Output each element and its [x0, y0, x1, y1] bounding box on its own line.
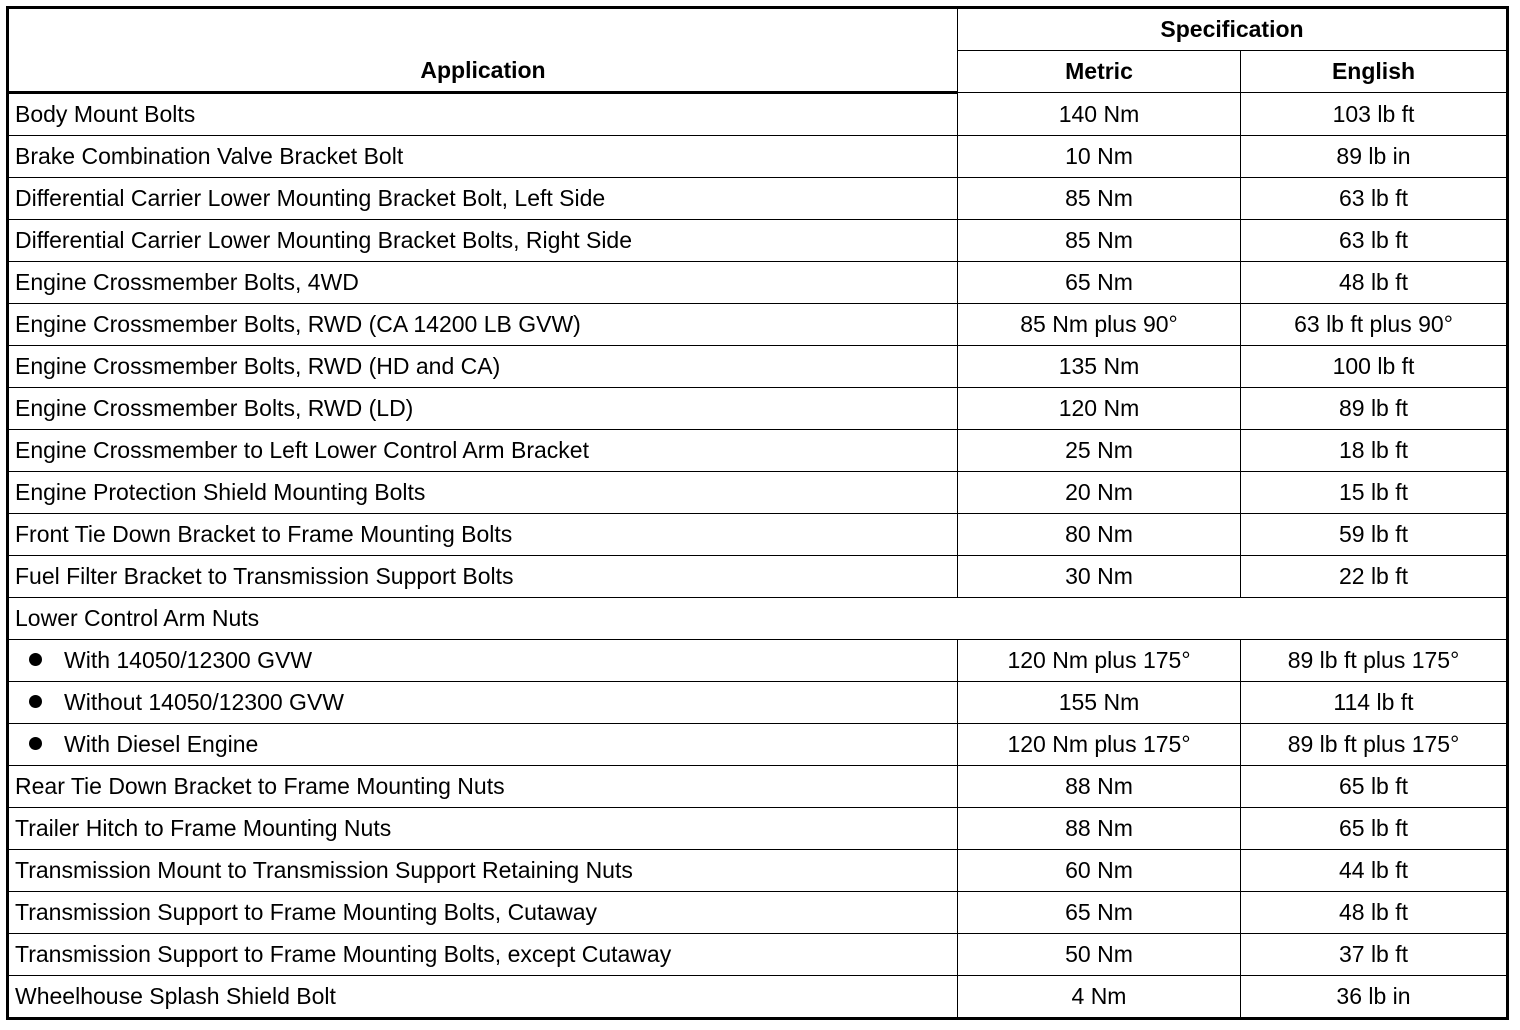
english-cell: 36 lb in [1241, 976, 1508, 1019]
application-cell: Engine Crossmember to Left Lower Control Arm Bracket [8, 430, 958, 472]
group-item-row [8, 640, 1508, 682]
english-cell: 44 lb ft [1241, 850, 1508, 892]
application-text: With 14050/12300 GVW [64, 647, 313, 673]
table-row [8, 136, 1508, 178]
table-row [8, 934, 1508, 976]
english-cell: 48 lb ft [1241, 262, 1508, 304]
english-cell: 89 lb ft plus 175° [1241, 724, 1508, 766]
metric-cell: 88 Nm [958, 808, 1241, 850]
english-cell: 114 lb ft [1241, 682, 1508, 724]
header-row-top [8, 8, 1508, 51]
bullet-icon [29, 695, 42, 708]
table-row [8, 93, 1508, 136]
metric-cell: 88 Nm [958, 766, 1241, 808]
metric-cell: 65 Nm [958, 262, 1241, 304]
english-cell: 63 lb ft plus 90° [1241, 304, 1508, 346]
metric-cell: 4 Nm [958, 976, 1241, 1019]
metric-cell: 135 Nm [958, 346, 1241, 388]
metric-cell: 85 Nm [958, 178, 1241, 220]
metric-cell: 120 Nm [958, 388, 1241, 430]
metric-cell: 20 Nm [958, 472, 1241, 514]
table-row [8, 556, 1508, 598]
table-row [8, 808, 1508, 850]
table-row [8, 892, 1508, 934]
metric-cell: 25 Nm [958, 430, 1241, 472]
metric-cell: 65 Nm [958, 892, 1241, 934]
application-cell: Fuel Filter Bracket to Transmission Support Bolts [8, 556, 958, 598]
english-cell: 89 lb ft [1241, 388, 1508, 430]
english-cell: 100 lb ft [1241, 346, 1508, 388]
metric-cell: 120 Nm plus 175° [958, 724, 1241, 766]
table-row [8, 346, 1508, 388]
application-cell [8, 682, 958, 724]
table-row [8, 514, 1508, 556]
application-cell: Rear Tie Down Bracket to Frame Mounting Nuts [8, 766, 958, 808]
application-cell: Brake Combination Valve Bracket Bolt [8, 136, 958, 178]
english-cell: 63 lb ft [1241, 220, 1508, 262]
application-cell [8, 640, 958, 682]
application-cell: Engine Crossmember Bolts, RWD (LD) [8, 388, 958, 430]
table-row [8, 430, 1508, 472]
table-row [8, 976, 1508, 1019]
application-text: With Diesel Engine [64, 731, 259, 757]
specification-column-header: Specification [958, 8, 1508, 51]
english-column-header: English [1241, 51, 1508, 93]
metric-cell: 155 Nm [958, 682, 1241, 724]
table-row [8, 262, 1508, 304]
metric-cell: 30 Nm [958, 556, 1241, 598]
table-row [8, 388, 1508, 430]
english-cell: 22 lb ft [1241, 556, 1508, 598]
table-body [8, 93, 1508, 1019]
table-row [8, 304, 1508, 346]
application-cell: Engine Crossmember Bolts, RWD (CA 14200 LB GVW) [8, 304, 958, 346]
metric-cell: 50 Nm [958, 934, 1241, 976]
metric-cell: 85 Nm plus 90° [958, 304, 1241, 346]
metric-cell: 60 Nm [958, 850, 1241, 892]
bullet-icon [29, 737, 42, 750]
application-cell: Engine Protection Shield Mounting Bolts [8, 472, 958, 514]
english-cell: 89 lb in [1241, 136, 1508, 178]
english-cell: 48 lb ft [1241, 892, 1508, 934]
application-cell: Wheelhouse Splash Shield Bolt [8, 976, 958, 1019]
application-cell: Transmission Support to Frame Mounting Bolts, Cutaway [8, 892, 958, 934]
group-header-row [8, 598, 1508, 640]
application-text: Without 14050/12300 GVW [64, 689, 344, 715]
table-row [8, 766, 1508, 808]
metric-cell: 120 Nm plus 175° [958, 640, 1241, 682]
english-cell: 89 lb ft plus 175° [1241, 640, 1508, 682]
english-cell: 103 lb ft [1241, 93, 1508, 136]
group-item-row [8, 682, 1508, 724]
metric-column-header: Metric [958, 51, 1241, 93]
table-row [8, 850, 1508, 892]
metric-cell: 85 Nm [958, 220, 1241, 262]
application-cell: Engine Crossmember Bolts, RWD (HD and CA) [8, 346, 958, 388]
application-cell: Differential Carrier Lower Mounting Bracket Bolt, Left Side [8, 178, 958, 220]
table-row [8, 220, 1508, 262]
table-row [8, 472, 1508, 514]
english-cell: 15 lb ft [1241, 472, 1508, 514]
application-cell: Differential Carrier Lower Mounting Bracket Bolts, Right Side [8, 220, 958, 262]
metric-cell: 140 Nm [958, 93, 1241, 136]
english-cell: 59 lb ft [1241, 514, 1508, 556]
english-cell: 63 lb ft [1241, 178, 1508, 220]
application-cell: Front Tie Down Bracket to Frame Mounting Bolts [8, 514, 958, 556]
english-cell: 18 lb ft [1241, 430, 1508, 472]
bullet-icon [29, 653, 42, 666]
metric-cell: 80 Nm [958, 514, 1241, 556]
metric-cell: 10 Nm [958, 136, 1241, 178]
application-cell [8, 724, 958, 766]
group-title-cell: Lower Control Arm Nuts [8, 598, 1508, 640]
application-cell: Transmission Mount to Transmission Support Retaining Nuts [8, 850, 958, 892]
english-cell: 65 lb ft [1241, 766, 1508, 808]
group-item-row [8, 724, 1508, 766]
application-cell: Body Mount Bolts [8, 93, 958, 136]
application-column-header: Application [8, 8, 958, 93]
torque-spec-table [6, 6, 1509, 1020]
application-cell: Transmission Support to Frame Mounting Bolts, except Cutaway [8, 934, 958, 976]
application-cell: Engine Crossmember Bolts, 4WD [8, 262, 958, 304]
table-row [8, 178, 1508, 220]
application-cell: Trailer Hitch to Frame Mounting Nuts [8, 808, 958, 850]
english-cell: 37 lb ft [1241, 934, 1508, 976]
english-cell: 65 lb ft [1241, 808, 1508, 850]
